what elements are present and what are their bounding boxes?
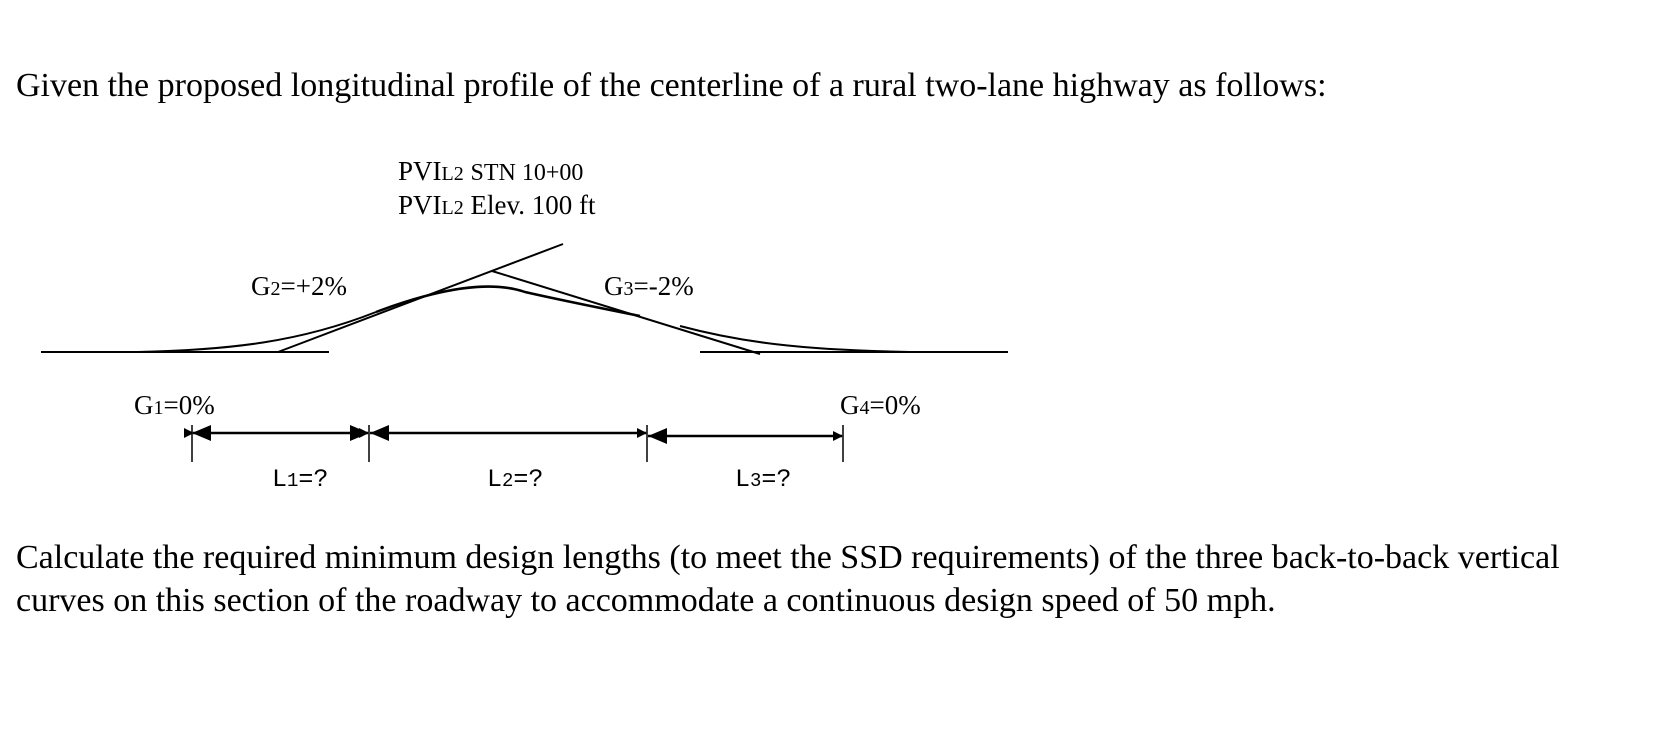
length-l1-prefix: L	[272, 465, 288, 494]
length-l3-value: =?	[761, 465, 792, 494]
pvi-station-subscript: L2	[441, 163, 464, 185]
grade-g3-value: =-2%	[633, 271, 694, 301]
dimension-arrow-l2-start	[370, 425, 389, 441]
problem-statement-intro: Given the proposed longitudinal profile of the centerline of a rural two-lane highway as follows:	[16, 67, 1327, 104]
grade-g4-value: =0%	[869, 390, 921, 420]
length-l2-value: =?	[513, 465, 544, 494]
pvi-station-prefix: PVI	[398, 156, 442, 186]
length-l1-subscript: 1	[287, 470, 299, 492]
grade-g3-subscript: 3	[623, 278, 634, 300]
grade-g3-prefix: G	[604, 271, 624, 301]
grade-g1-subscript: 1	[153, 397, 164, 419]
length-l2-subscript: 2	[502, 470, 514, 492]
grade-g4-prefix: G	[840, 390, 860, 420]
vertical-curve-l2	[376, 286, 640, 316]
pvi-elevation-subscript: L2	[441, 197, 464, 219]
pvi-elevation-value: Elev. 100 ft	[470, 190, 596, 220]
length-l3-subscript: 3	[750, 470, 762, 492]
grade-g4-subscript: 4	[859, 397, 870, 419]
pvi-station-value: STN 10+00	[470, 160, 584, 186]
dimension-arrow-l1-end	[350, 425, 369, 441]
length-l1-value: =?	[298, 465, 329, 494]
vertical-curve-l1	[138, 312, 376, 352]
dimension-arrow-l3-start	[648, 428, 667, 444]
grade-g1-value: =0%	[163, 390, 215, 420]
length-l3-prefix: L	[735, 465, 751, 494]
grade-g2-subscript: 2	[270, 278, 281, 300]
grade-g1-prefix: G	[134, 390, 154, 420]
length-l2-prefix: L	[487, 465, 503, 494]
grade-g2-value: =+2%	[280, 271, 347, 301]
pvi-elevation-prefix: PVI	[398, 190, 442, 220]
problem-statement-question: Calculate the required minimum design lengths (to meet the SSD requirements) of the three back-to-back vertical curves on this section of the roadway to accommodate a continuous design speed of 50 mph.	[16, 539, 1560, 619]
dimension-arrow-l1-start	[192, 425, 211, 441]
grade-g2-prefix: G	[251, 271, 271, 301]
